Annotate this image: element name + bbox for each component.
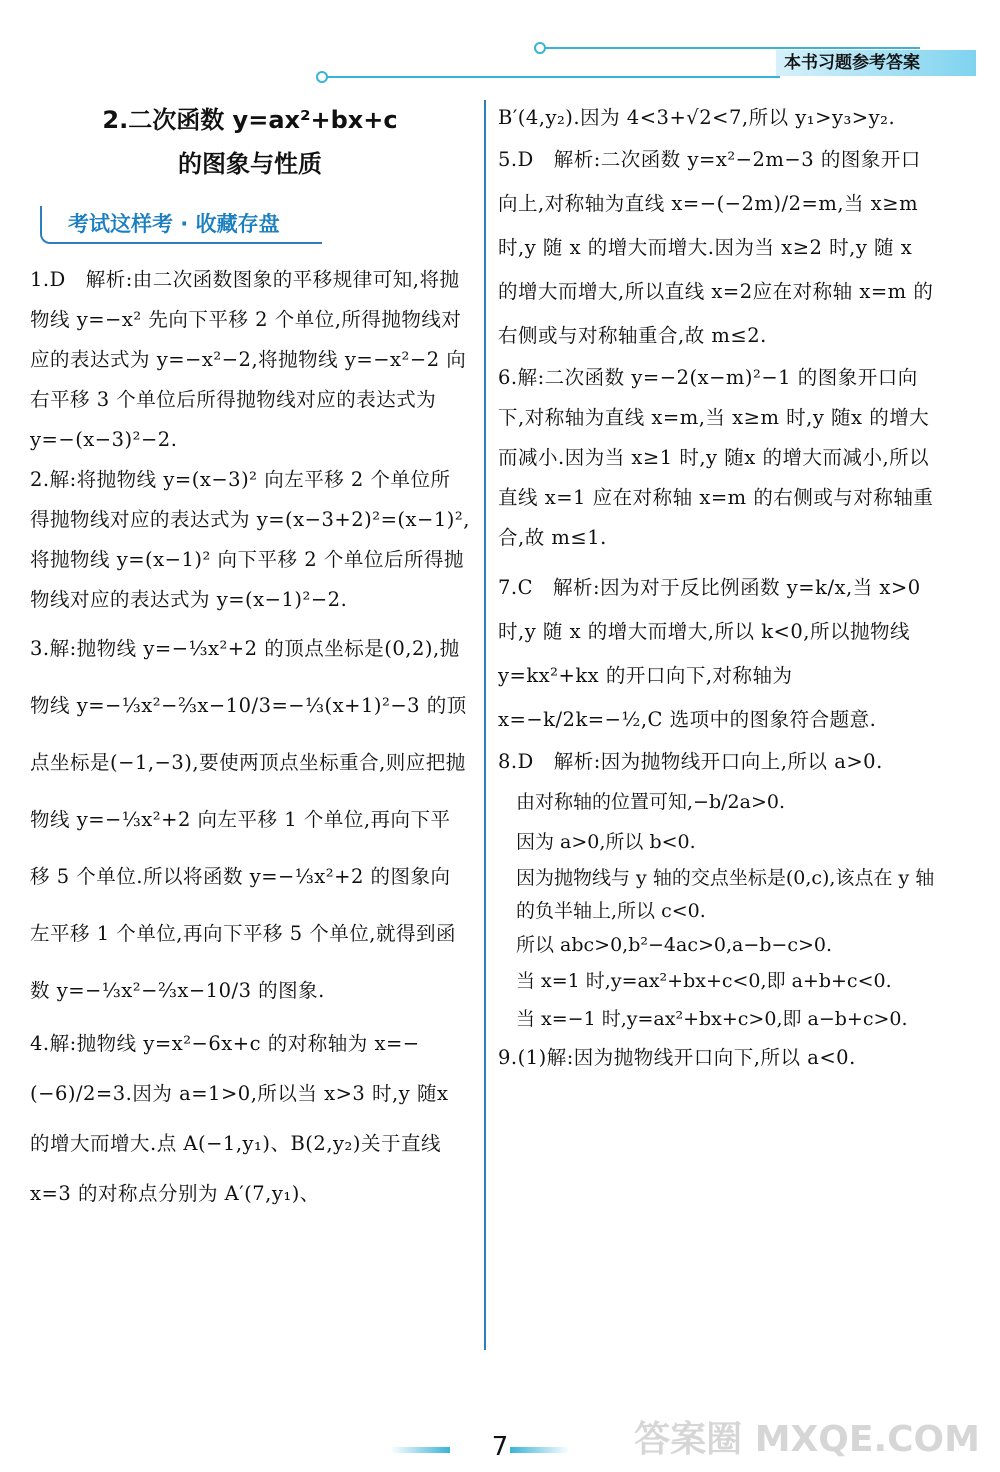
answer-paragraph: 7.C 解析:因为对于反比例函数 y=k/x,当 x>0 时,y 随 x 的增大而增大,所以 k<0,所以抛物线y=kx²+kx 的开口向下,对称轴为 x=−k/2k=−½,C 选项中的图象符合题意. — [498, 576, 921, 731]
watermark: 答案圈 MXQE.COM — [634, 1419, 980, 1460]
answer-line: 所以 abc>0,b²−4ac>0,a−b−c>0. — [516, 934, 833, 956]
header-dot-lower — [316, 71, 328, 83]
left-column — [30, 98, 470, 1219]
right-column — [498, 98, 938, 1078]
exam-banner — [40, 206, 322, 244]
answer-paragraph: 5.D 解析:二次函数 y=x²−2m−3 的图象开口向上,对称轴为直线 x=−(−2m)/2=m,当 x≥m 时,y 随 x 的增大而增大.因为当 x≥2 时,y 随 x 的增大而增大,所以直线 x=2应在对称轴 x=m 的右侧或与对称轴重合,故 m≤2. — [498, 148, 934, 347]
answer-paragraph: 6.解:二次函数 y=−2(x−m)²−1 的图象开口向下,对称轴为直线 x=m,当 x≥m 时,y 随x 的增大而减小.因为当 x≥1 时,y 随x 的增大而减小,所以直线 x=1 应在对称轴 x=m 的右侧或与对称轴重合,故 m≤1. — [498, 366, 934, 549]
chapter-title-line2: 的图象与性质 — [178, 150, 322, 178]
answer-line: 当 x=1 时,y=ax²+bx+c<0,即 a+b+c<0. — [516, 970, 892, 992]
answer-paragraph: 4.解:抛物线 y=x²−6x+c 的对称轴为 x=−(−6)/2=3.因为 a=1>0,所以当 x>3 时,y 随x 的增大而增大.点 A(−1,y₁)、B(2,y₂)关于直线 x=3 的对称点分别为 A′(7,y₁)、 — [30, 1032, 449, 1205]
page-number: 7 — [491, 1432, 509, 1462]
header-line-lower — [320, 76, 780, 78]
answer-paragraph: B′(4,y₂).因为 4<3+√2<7,所以 y₁>y₃>y₂. — [498, 106, 896, 129]
header-dot — [534, 42, 546, 54]
answer-paragraph: 2.解:将抛物线 y=(x−3)² 向左平移 2 个单位所得抛物线对应的表达式为 y=(x−3+2)²=(x−1)²,将抛物线 y=(x−1)² 向下平移 2 个单位后所得抛物线对应的表达式为 y=(x−1)²−2. — [30, 468, 470, 611]
answer-line: 当 x=−1 时,y=ax²+bx+c>0,即 a−b+c>0. — [516, 1008, 908, 1030]
column-divider — [484, 100, 486, 1350]
answer-line: 因为抛物线与 y 轴的交点坐标是(0,c),该点在 y 轴的负半轴上,所以 c<0. — [516, 867, 935, 922]
section-header: 本书习题参考答案 — [776, 50, 976, 76]
banner-label: 考试这样考 · 收藏存盘 — [68, 212, 280, 236]
answer-paragraph: 9.(1)解:因为抛物线开口向下,所以 a<0. — [498, 1046, 856, 1069]
answer-line: 因为 a>0,所以 b<0. — [516, 831, 696, 853]
chapter-title-line1: 2.二次函数 y=ax²+bx+c — [102, 106, 398, 134]
answer-paragraph: 3.解:抛物线 y=−⅓x²+2 的顶点坐标是(0,2),抛物线 y=−⅓x²−⅔x−10/3=−⅓(x+1)²−3 的顶点坐标是(−1,−3),要使两顶点坐标重合,则应把抛物线 y=−⅓x²+2 向左平移 1 个单位,再向下平移 5 个单位.所以将函数 y=−⅓x²+2 的图象向左平移 1 个单位,再向下平移 5 个单位,就得到函数 y=−⅓x²−⅔x−10/3 的图象. — [30, 637, 467, 1002]
header-line — [540, 47, 920, 49]
answer-line: 由对称轴的位置可知,−b/2a>0. — [516, 791, 785, 813]
answer-paragraph: 8.D 解析:因为抛物线开口向上,所以 a>0. — [498, 750, 883, 773]
answer-paragraph: 1.D 解析:由二次函数图象的平移规律可知,将抛物线 y=−x² 先向下平移 2 个单位,所得抛物线对应的表达式为 y=−x²−2,将抛物线 y=−x²−2 向右平移 3 个单位后所得抛物线对应的表达式为 y=−(x−3)²−2. — [30, 268, 467, 451]
